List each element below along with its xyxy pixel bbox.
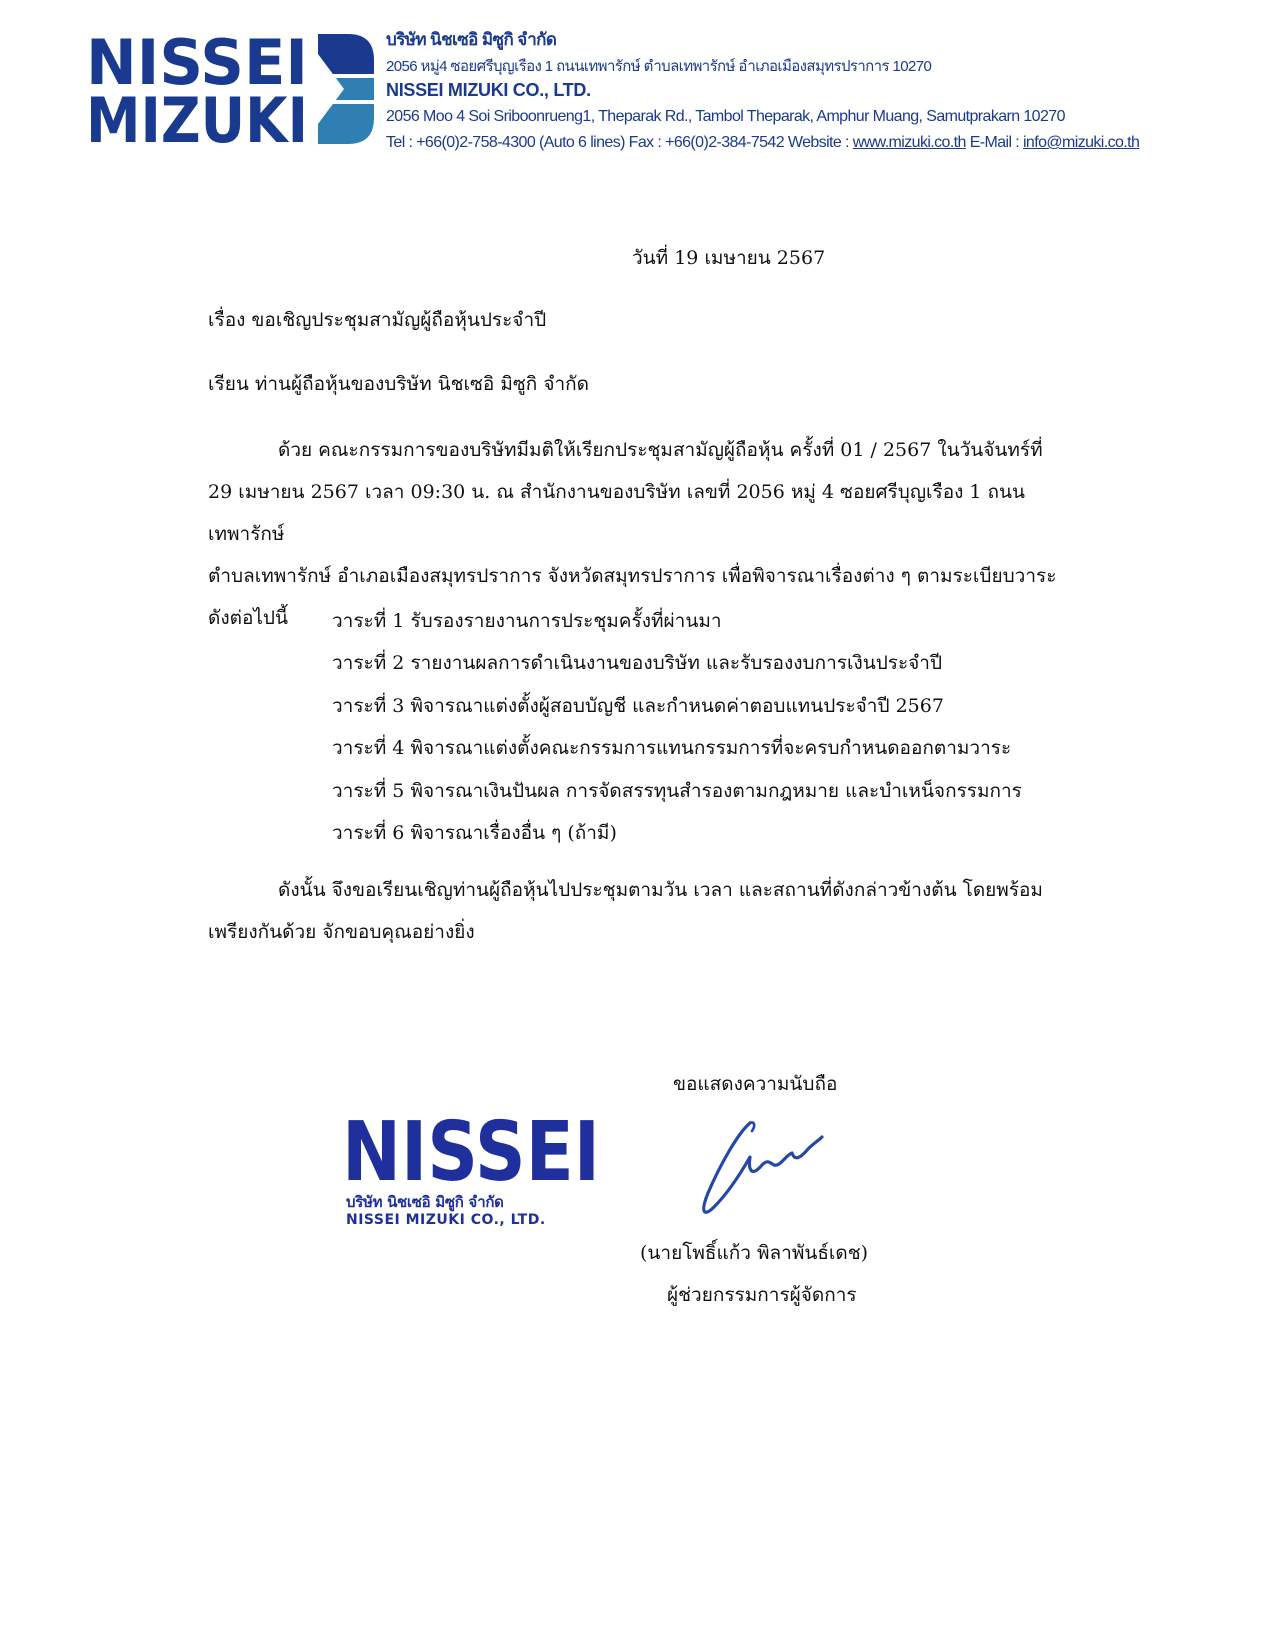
signer-title: ผู้ช่วยกรรมการผู้จัดการ <box>667 1284 857 1306</box>
company-name-th: บริษัท นิชเซอิ มิซูกิ จำกัด <box>386 30 557 49</box>
paragraph-closing <box>208 869 1098 953</box>
paragraph-line: ตำบลเทพารักษ์ อำเภอเมืองสมุทรปราการ จังหวัดสมุทรปราการ เพื่อพิจารณาเรื่องต่าง ๆ ตามระเบียบวาระ <box>208 565 1057 587</box>
company-logo <box>86 30 376 148</box>
agenda-list <box>332 600 1022 854</box>
company-address-en: 2056 Moo 4 Soi Sriboonrueng1, Theparak Rd., Tambol Theparak, Amphur Muang, Samutprakarn 10270 <box>386 108 1065 125</box>
company-name-en: NISSEI MIZUKI CO., LTD. <box>386 80 591 100</box>
agenda-item: วาระที่ 2 รายงานผลการดำเนินงานของบริษัท และรับรองงบการเงินประจำปี <box>332 652 943 675</box>
agenda-item: วาระที่ 1 รับรองรายงานการประชุมครั้งที่ผ่านมา <box>332 610 722 632</box>
paragraph-line: ดังต่อไปนี้ <box>208 607 288 629</box>
stamp-company-en: NISSEI MIZUKI CO., LTD. <box>346 1212 546 1228</box>
paragraph-line: ดังนั้น จึงขอเรียนเชิญท่านผู้ถือหุ้นไปประชุมตามวัน เวลา และสถานที่ดังกล่าวข้างต้น โดยพร้อม <box>278 879 1043 901</box>
website-link[interactable]: www.mizuki.co.th <box>852 134 966 151</box>
stamp-word-text: NISSEI <box>342 1108 600 1188</box>
paragraph-line: เพรียงกันด้วย จักขอบคุณอย่างยิ่ง <box>208 921 475 943</box>
agenda-item: วาระที่ 5 พิจารณาเงินปันผล การจัดสรรทุนสำรองตามกฎหมาย และบำเหน็จกรรมการ <box>332 779 1022 802</box>
company-contact <box>386 134 1139 152</box>
logo-word-mizuki: MIZUKI <box>86 84 308 148</box>
email-label: E-Mail : <box>965 134 1023 151</box>
paragraph-line: ด้วย คณะกรรมการของบริษัทมีมติให้เรียกประชุมสามัญผู้ถือหุ้น ครั้งที่ 01 / 2567 ในวันจันทร์ที่ <box>278 439 1043 461</box>
contact-phone-fax: Tel : +66(0)2-758-4300 (Auto 6 lines) Fax : +66(0)2-384-7542 Website : <box>386 134 853 151</box>
letter-recipient: เรียน ท่านผู้ถือหุ้นของบริษัท นิชเซอิ มิซูกิ จำกัด <box>208 373 589 395</box>
signer-name: (นายโพธิ์แก้ว พิลาพันธ์เดช) <box>640 1242 869 1264</box>
agenda-item: วาระที่ 3 พิจารณาแต่งตั้งผู้สอบบัญชี และกำหนดค่าตอบแทนประจำปี 2567 <box>332 694 944 717</box>
email-link[interactable]: info@mizuki.co.th <box>1022 134 1140 151</box>
closing-phrase: ขอแสดงความนับถือ <box>673 1073 838 1095</box>
agenda-item: วาระที่ 6 พิจารณาเรื่องอื่น ๆ (ถ้ามี) <box>332 822 617 845</box>
logo-arrow-mark <box>318 34 374 144</box>
company-address-th: 2056 หมู่4 ซอยศรีบุญเรือง 1 ถนนเทพารักษ์ ตำบลเทพารักษ์ อำเภอเมืองสมุทรปราการ 10270 <box>386 58 932 75</box>
stamp-logo-word <box>342 1108 604 1188</box>
paragraph-line: 29 เมษายน 2567 เวลา 09:30 น. ณ สำนักงานของบริษัท เลขที่ 2056 หมู่ 4 ซอยศรีบุญเรือง 1 ถนนเทพารักษ์ <box>208 481 1026 545</box>
handwritten-signature <box>690 1115 840 1225</box>
letter-subject: เรื่อง ขอเชิญประชุมสามัญผู้ถือหุ้นประจำปี <box>208 309 547 331</box>
company-stamp <box>342 1108 604 1234</box>
logo-word-nissei: NISSEI <box>86 30 308 99</box>
agenda-item: วาระที่ 4 พิจารณาแต่งตั้งคณะกรรมการแทนกรรมการที่จะครบกำหนดออกตามวาระ <box>332 737 1012 760</box>
letter-date: วันที่ 19 เมษายน 2567 <box>632 247 826 269</box>
stamp-company-th: บริษัท นิชเซอิ มิซูกิ จำกัด <box>346 1193 504 1211</box>
